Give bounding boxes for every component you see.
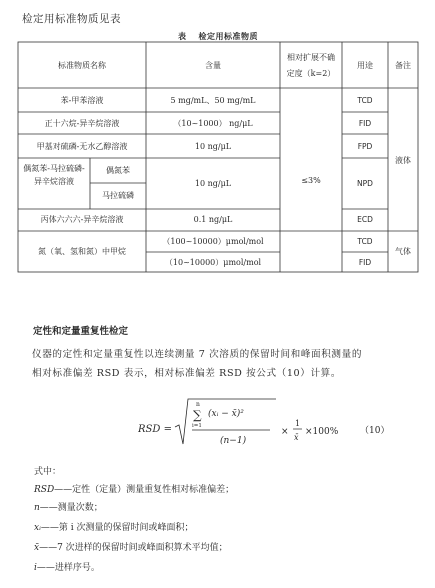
header-uncertainty-1: 相对扩展不确 bbox=[287, 53, 335, 62]
uncertainty-value: ≤3% bbox=[301, 176, 321, 185]
header-note: 备注 bbox=[395, 61, 411, 70]
row-4-name-sub-2: 马拉硫磷 bbox=[102, 191, 134, 200]
def-n-text: ——测量次数； bbox=[39, 503, 103, 513]
def-i-text: ——进样序号。 bbox=[36, 563, 100, 573]
def-n bbox=[34, 502, 103, 514]
row-5-name: 丙体六六六-异辛烷溶液 bbox=[40, 215, 124, 224]
sum-bottom: i=1 bbox=[192, 423, 202, 429]
row-6-use-1: TCD bbox=[357, 237, 373, 246]
def-i bbox=[34, 562, 100, 574]
header-name: 标准物质名称 bbox=[58, 61, 106, 70]
section-title: 定性和定量重复性检定 bbox=[33, 326, 129, 337]
row-3-name: 甲基对硫磷-无水乙醇溶液 bbox=[36, 142, 128, 151]
formula-lhs: RSD = bbox=[138, 424, 172, 435]
def-rsd bbox=[34, 484, 234, 496]
note-gas: 气体 bbox=[395, 247, 411, 256]
row-6-content-2: （10~10000）μmol/mol bbox=[164, 258, 262, 267]
row-1-content: 5 mg/mL、50 mg/mL bbox=[170, 96, 256, 105]
header-content: 含量 bbox=[205, 61, 221, 70]
document-title: 检定用标准物质见表 bbox=[22, 13, 121, 25]
row-2-use: FID bbox=[358, 119, 372, 128]
formula-frac-den: x̄ bbox=[294, 433, 299, 442]
where-label: 式中： bbox=[34, 467, 62, 477]
header-use: 用途 bbox=[357, 61, 373, 70]
formula-times: × bbox=[281, 427, 289, 437]
def-n-symbol: n bbox=[34, 503, 40, 513]
def-xbar bbox=[34, 542, 228, 554]
table-caption-label: 表 bbox=[178, 32, 187, 41]
row-4-name-sub-1: 偶氮苯 bbox=[106, 166, 130, 175]
def-xi-text: ——第 i 次测量的保留时间或峰面积； bbox=[40, 523, 194, 533]
row-4-content: 10 ng/μL bbox=[194, 179, 232, 188]
def-xbar-text: ——7 次进样的保留时间或峰面积算术平均值； bbox=[39, 543, 228, 553]
def-xi bbox=[34, 522, 194, 534]
def-rsd-symbol: RSD bbox=[34, 485, 55, 495]
sum-sign: ∑ bbox=[193, 408, 202, 422]
row-3-content: 10 ng/μL bbox=[194, 142, 232, 151]
def-i-symbol: i bbox=[34, 563, 37, 573]
row-2-name: 正十六烷-异辛烷溶液 bbox=[44, 119, 120, 128]
row-6-content-1: （100~10000）μmol/mol bbox=[162, 237, 264, 246]
row-1-use: TCD bbox=[357, 96, 373, 105]
paragraph-line-2: 相对标准偏差 RSD 表示，相对标准偏差 RSD 按公式（10）计算。 bbox=[32, 368, 342, 379]
row-5-use: ECD bbox=[357, 215, 373, 224]
table-caption-title: 检定用标准物质 bbox=[198, 32, 258, 41]
formula-denominator: (n−1) bbox=[220, 436, 247, 446]
row-4-use: NPD bbox=[357, 179, 373, 188]
sum-top: n bbox=[196, 401, 200, 408]
row-6-name: 氮（氧、氢和氮）中甲烷 bbox=[38, 247, 126, 256]
formula-numerator: (xᵢ − x̄)² bbox=[208, 409, 244, 419]
formula-tail: ×100% bbox=[305, 427, 339, 437]
formula-number: （10） bbox=[360, 426, 390, 436]
row-2-content: （10~1000） ng/μL bbox=[173, 119, 253, 128]
row-1-name: 苯-甲苯溶液 bbox=[60, 96, 104, 105]
row-5-content: 0.1 ng/μL bbox=[193, 215, 233, 224]
formula-frac-num: 1 bbox=[295, 419, 301, 428]
row-3-use: FPD bbox=[357, 142, 373, 151]
note-liquid: 液体 bbox=[395, 156, 411, 165]
def-rsd-text: ——定性（定量）测量重复性相对标准偏差； bbox=[54, 485, 235, 495]
header-uncertainty-2: 定度（k=2） bbox=[286, 69, 336, 78]
def-xbar-symbol: x̄ bbox=[34, 543, 40, 553]
row-6-use-2: FID bbox=[358, 258, 372, 267]
paragraph-line-1: 仪器的定性和定量重复性以连续测量 7 次溶质的保留时间和峰面积测量的 bbox=[32, 349, 363, 360]
def-xi-symbol: xᵢ bbox=[34, 523, 41, 533]
rsd-formula bbox=[138, 394, 388, 460]
row-4-name: 偶氮苯-马拉硫磷-异辛烷溶液 bbox=[23, 164, 85, 186]
